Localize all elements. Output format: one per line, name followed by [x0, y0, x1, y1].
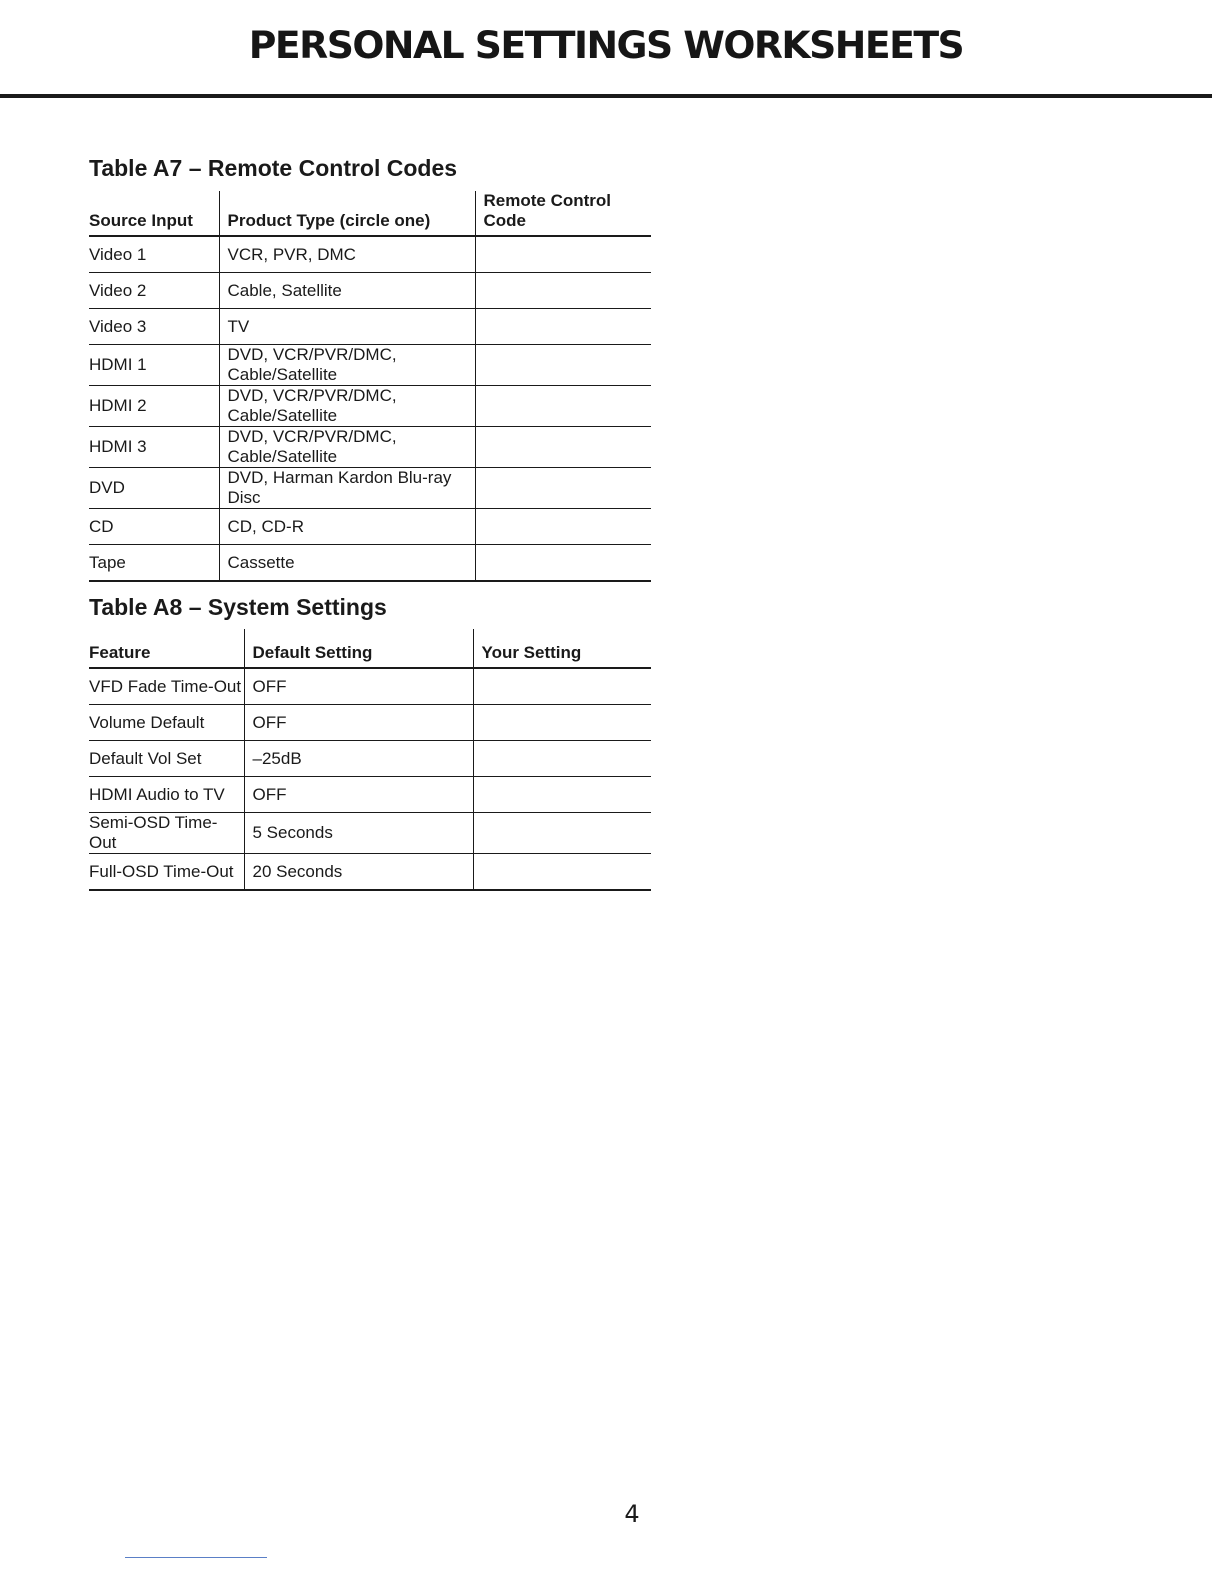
remote-code-cell[interactable]	[475, 468, 651, 509]
product-type-cell[interactable]: DVD, VCR/PVR/DMC, Cable/Satellite	[219, 427, 475, 468]
column-header: Default Setting	[244, 629, 473, 668]
source-input-cell: HDMI 1	[89, 345, 219, 386]
remote-code-cell[interactable]	[475, 273, 651, 309]
your-setting-cell[interactable]	[473, 813, 651, 854]
table-header-row	[89, 629, 651, 668]
table-row	[89, 236, 651, 273]
source-input-cell: Video 3	[89, 309, 219, 345]
table-row	[89, 309, 651, 345]
title-rule	[0, 94, 1212, 98]
product-type-cell[interactable]: CD, CD-R	[219, 509, 475, 545]
source-input-cell: HDMI 3	[89, 427, 219, 468]
feature-cell: VFD Fade Time-Out	[89, 668, 244, 705]
table-row	[89, 509, 651, 545]
table-row	[89, 777, 651, 813]
feature-cell: Full-OSD Time-Out	[89, 854, 244, 891]
table-row	[89, 345, 651, 386]
remote-code-cell[interactable]	[475, 309, 651, 345]
default-setting-cell: OFF	[244, 705, 473, 741]
default-setting-cell: –25dB	[244, 741, 473, 777]
product-type-cell[interactable]: DVD, VCR/PVR/DMC, Cable/Satellite	[219, 345, 475, 386]
table-row	[89, 427, 651, 468]
remote-code-cell[interactable]	[475, 345, 651, 386]
source-input-cell: Tape	[89, 545, 219, 582]
table-header-row	[89, 191, 651, 236]
default-setting-cell: OFF	[244, 668, 473, 705]
column-header: Product Type (circle one)	[219, 191, 475, 236]
remote-code-cell[interactable]	[475, 427, 651, 468]
table-row	[89, 813, 651, 854]
table-row	[89, 854, 651, 891]
your-setting-cell[interactable]	[473, 668, 651, 705]
column-header: Feature	[89, 629, 244, 668]
table-row	[89, 545, 651, 582]
column-header: Remote Control Code	[475, 191, 651, 236]
page-number: 4	[624, 1500, 640, 1528]
column-header: Your Setting	[473, 629, 651, 668]
remote-control-codes-table	[89, 191, 651, 582]
feature-cell: Semi-OSD Time-Out	[89, 813, 244, 854]
table-row	[89, 273, 651, 309]
remote-code-cell[interactable]	[475, 386, 651, 427]
column-header: Source Input	[89, 191, 219, 236]
product-type-cell[interactable]: DVD, Harman Kardon Blu-ray Disc	[219, 468, 475, 509]
your-setting-cell[interactable]	[473, 705, 651, 741]
table-row	[89, 668, 651, 705]
product-type-cell[interactable]: TV	[219, 309, 475, 345]
default-setting-cell: 5 Seconds	[244, 813, 473, 854]
feature-cell: Volume Default	[89, 705, 244, 741]
page-title: PERSONAL SETTINGS WORKSHEETS	[248, 24, 964, 67]
system-settings-table	[89, 629, 651, 891]
remote-code-cell[interactable]	[475, 509, 651, 545]
feature-cell: HDMI Audio to TV	[89, 777, 244, 813]
feature-cell: Default Vol Set	[89, 741, 244, 777]
product-type-cell[interactable]: Cassette	[219, 545, 475, 582]
default-setting-cell: 20 Seconds	[244, 854, 473, 891]
your-setting-cell[interactable]	[473, 741, 651, 777]
footer-link-underline	[125, 1557, 267, 1558]
your-setting-cell[interactable]	[473, 777, 651, 813]
table-row	[89, 468, 651, 509]
source-input-cell: HDMI 2	[89, 386, 219, 427]
product-type-cell[interactable]: DVD, VCR/PVR/DMC, Cable/Satellite	[219, 386, 475, 427]
table-row	[89, 705, 651, 741]
source-input-cell: Video 1	[89, 236, 219, 273]
product-type-cell[interactable]: VCR, PVR, DMC	[219, 236, 475, 273]
table-a7-title: Table A7 – Remote Control Codes	[89, 155, 458, 181]
default-setting-cell: OFF	[244, 777, 473, 813]
table-a8-title: Table A8 – System Settings	[89, 594, 387, 620]
source-input-cell: DVD	[89, 468, 219, 509]
table-row	[89, 741, 651, 777]
source-input-cell: Video 2	[89, 273, 219, 309]
remote-code-cell[interactable]	[475, 545, 651, 582]
remote-code-cell[interactable]	[475, 236, 651, 273]
table-row	[89, 386, 651, 427]
product-type-cell[interactable]: Cable, Satellite	[219, 273, 475, 309]
source-input-cell: CD	[89, 509, 219, 545]
your-setting-cell[interactable]	[473, 854, 651, 891]
